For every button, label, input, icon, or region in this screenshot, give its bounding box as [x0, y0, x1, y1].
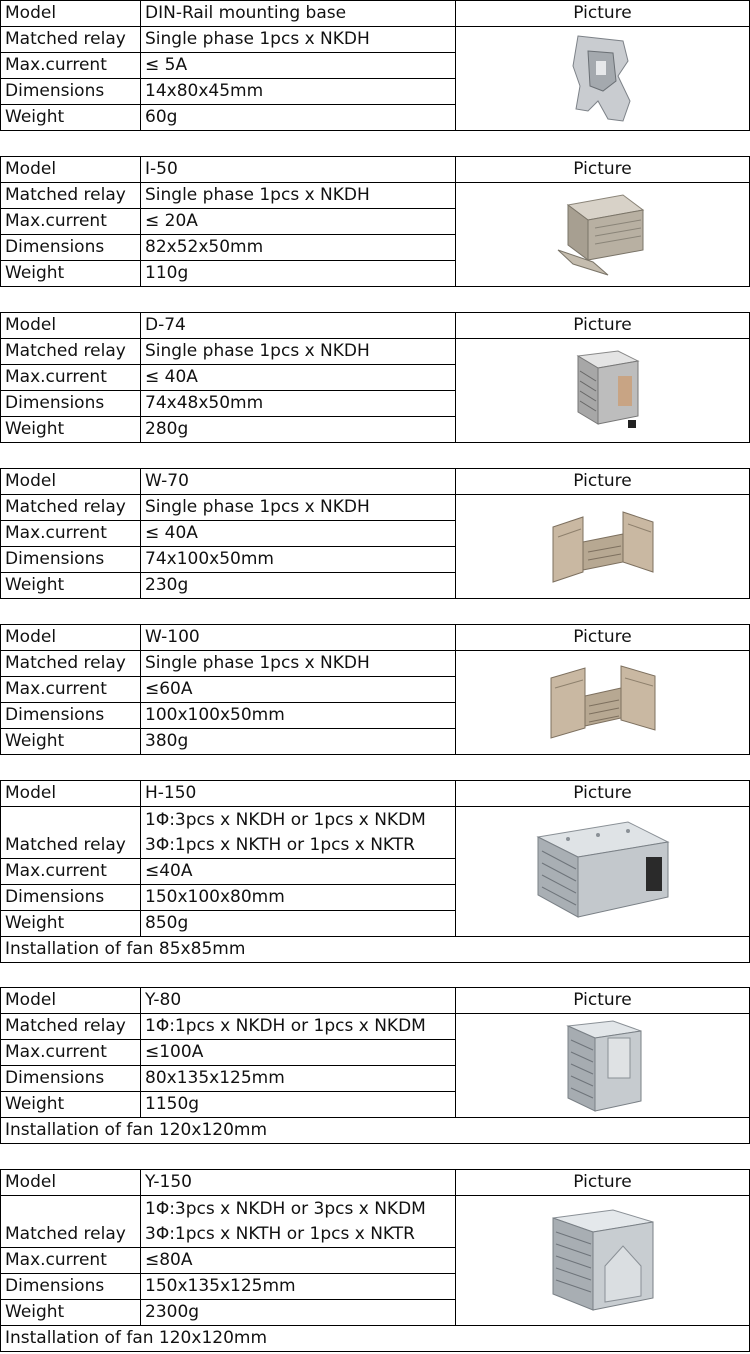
label-relay: Matched relay	[1, 1014, 141, 1040]
label-current: Max.current	[1, 677, 141, 703]
label-relay: Matched relay	[1, 807, 141, 859]
label-relay: Matched relay	[1, 183, 141, 209]
label-current: Max.current	[1, 209, 141, 235]
model-value: D-74	[141, 313, 456, 339]
spec-table-y-150	[0, 1169, 750, 1352]
dimensions-value: 150x100x80mm	[141, 885, 456, 911]
label-weight: Weight	[1, 261, 141, 287]
product-image	[456, 495, 750, 599]
dimensions-value: 150x135x125mm	[141, 1274, 456, 1300]
spec-table-d-74	[0, 312, 750, 443]
dimensions-value: 74x100x50mm	[141, 547, 456, 573]
label-model: Model	[1, 781, 141, 807]
spec-table-i-50	[0, 156, 750, 287]
picture-header: Picture	[456, 313, 750, 339]
dimensions-value: 80x135x125mm	[141, 1066, 456, 1092]
product-image	[456, 339, 750, 443]
current-value: ≤ 40A	[141, 365, 456, 391]
product-image	[456, 807, 750, 937]
heatsink-tall-icon	[553, 1016, 653, 1116]
model-value: I-50	[141, 157, 456, 183]
weight-value: 1150g	[141, 1092, 456, 1118]
label-model: Model	[1, 313, 141, 339]
picture-header: Picture	[456, 781, 750, 807]
label-model: Model	[1, 469, 141, 495]
picture-header: Picture	[456, 157, 750, 183]
relay-value: Single phase 1pcs x NKDH	[141, 27, 456, 53]
model-value: W-100	[141, 625, 456, 651]
weight-value: 2300g	[141, 1300, 456, 1326]
label-weight: Weight	[1, 911, 141, 937]
label-current: Max.current	[1, 1248, 141, 1274]
dimensions-value: 100x100x50mm	[141, 703, 456, 729]
spec-table-y-80	[0, 987, 750, 1144]
model-value: H-150	[141, 781, 456, 807]
label-model: Model	[1, 157, 141, 183]
relay-value: Single phase 1pcs x NKDH	[141, 495, 456, 521]
relay-line-1: 1Φ:3pcs x NKDH or 3pcs x NKDM	[145, 1198, 426, 1219]
spec-table-w-100	[0, 624, 750, 755]
picture-header: Picture	[456, 988, 750, 1014]
label-current: Max.current	[1, 859, 141, 885]
fan-note: Installation of fan 85x85mm	[1, 937, 750, 963]
label-relay: Matched relay	[1, 339, 141, 365]
label-weight: Weight	[1, 729, 141, 755]
current-value: ≤ 5A	[141, 53, 456, 79]
label-relay: Matched relay	[1, 651, 141, 677]
label-weight: Weight	[1, 417, 141, 443]
current-value: ≤80A	[141, 1248, 456, 1274]
label-weight: Weight	[1, 1092, 141, 1118]
weight-value: 280g	[141, 417, 456, 443]
current-value: ≤60A	[141, 677, 456, 703]
picture-header: Picture	[456, 1, 750, 27]
weight-value: 380g	[141, 729, 456, 755]
heatsink-icon	[553, 190, 653, 280]
model-value: W-70	[141, 469, 456, 495]
fan-note: Installation of fan 120x120mm	[1, 1118, 750, 1144]
relay-value: 1Φ:1pcs x NKDH or 1pcs x NKDM	[141, 1014, 456, 1040]
relay-value	[141, 1196, 456, 1248]
relay-value: Single phase 1pcs x NKDH	[141, 339, 456, 365]
label-weight: Weight	[1, 573, 141, 599]
current-value: ≤100A	[141, 1040, 456, 1066]
model-value: DIN-Rail mounting base	[141, 1, 456, 27]
fan-note: Installation of fan 120x120mm	[1, 1326, 750, 1352]
dimensions-value: 74x48x50mm	[141, 391, 456, 417]
relay-line-2: 3Φ:1pcs x NKTH or 1pcs x NKTR	[145, 834, 415, 855]
spec-table-h-150	[0, 780, 750, 963]
relay-line-2: 3Φ:1pcs x NKTH or 1pcs x NKTR	[145, 1223, 415, 1244]
label-dimensions: Dimensions	[1, 885, 141, 911]
label-model: Model	[1, 988, 141, 1014]
label-current: Max.current	[1, 365, 141, 391]
relay-value: Single phase 1pcs x NKDH	[141, 651, 456, 677]
heatsink-wide-icon	[543, 658, 663, 748]
current-value: ≤ 20A	[141, 209, 456, 235]
label-dimensions: Dimensions	[1, 703, 141, 729]
label-weight: Weight	[1, 1300, 141, 1326]
label-current: Max.current	[1, 53, 141, 79]
weight-value: 110g	[141, 261, 456, 287]
label-current: Max.current	[1, 1040, 141, 1066]
product-image	[456, 1014, 750, 1118]
spec-table-w-70	[0, 468, 750, 599]
heatsink-tall-icon	[543, 1206, 663, 1316]
picture-header: Picture	[456, 469, 750, 495]
label-model: Model	[1, 625, 141, 651]
product-image	[456, 651, 750, 755]
label-dimensions: Dimensions	[1, 391, 141, 417]
relay-value	[141, 807, 456, 859]
heatsink-icon	[558, 346, 648, 436]
dimensions-value: 14x80x45mm	[141, 79, 456, 105]
picture-header: Picture	[456, 625, 750, 651]
model-value: Y-150	[141, 1170, 456, 1196]
label-dimensions: Dimensions	[1, 1066, 141, 1092]
din-rail-base-icon	[568, 31, 638, 126]
heatsink-large-icon	[528, 817, 678, 927]
label-dimensions: Dimensions	[1, 547, 141, 573]
label-dimensions: Dimensions	[1, 1274, 141, 1300]
current-value: ≤40A	[141, 859, 456, 885]
label-relay: Matched relay	[1, 1196, 141, 1248]
product-image	[456, 27, 750, 131]
label-model: Model	[1, 1, 141, 27]
weight-value: 230g	[141, 573, 456, 599]
label-weight: Weight	[1, 105, 141, 131]
spec-table-din-rail	[0, 0, 750, 131]
label-relay: Matched relay	[1, 27, 141, 53]
label-relay: Matched relay	[1, 495, 141, 521]
product-image	[456, 183, 750, 287]
model-value: Y-80	[141, 988, 456, 1014]
relay-line-1: 1Φ:3pcs x NKDH or 1pcs x NKDM	[145, 809, 426, 830]
picture-header: Picture	[456, 1170, 750, 1196]
product-image	[456, 1196, 750, 1326]
label-model: Model	[1, 1170, 141, 1196]
current-value: ≤ 40A	[141, 521, 456, 547]
weight-value: 850g	[141, 911, 456, 937]
label-current: Max.current	[1, 521, 141, 547]
dimensions-value: 82x52x50mm	[141, 235, 456, 261]
heatsink-wide-icon	[543, 502, 663, 592]
weight-value: 60g	[141, 105, 456, 131]
label-dimensions: Dimensions	[1, 235, 141, 261]
relay-value: Single phase 1pcs x NKDH	[141, 183, 456, 209]
label-dimensions: Dimensions	[1, 79, 141, 105]
